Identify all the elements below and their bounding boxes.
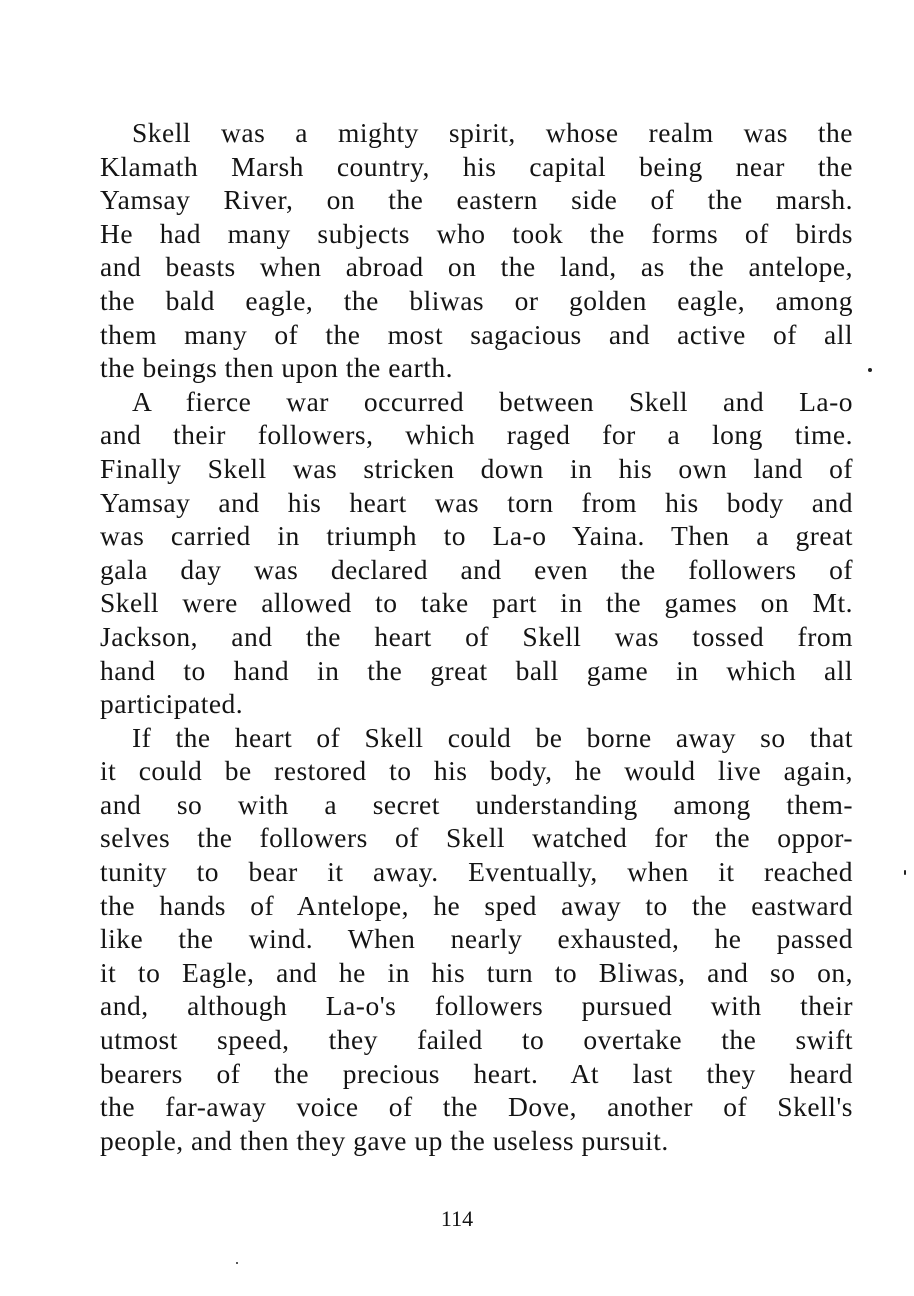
text-line: Finally Skell was stricken down in his own land of xyxy=(100,452,853,484)
text-line: and, although La-o's followers pursued with their xyxy=(100,990,853,1022)
scan-speck xyxy=(904,870,906,875)
text-line: Yamsay and his heart was torn from his body and xyxy=(100,486,853,518)
page-number: 114 xyxy=(440,1206,474,1231)
paragraph xyxy=(100,721,853,1158)
text-line: the bald eagle, the bliwas or golden eagle, among xyxy=(100,284,853,316)
text-line: the beings then upon the earth. xyxy=(100,352,454,384)
text-line: people, and then they gave up the useless pursuit. xyxy=(100,1124,669,1156)
text-line: utmost speed, they failed to overtake the swift xyxy=(100,1024,853,1056)
text-line: A fierce war occurred between Skell and La-o xyxy=(132,385,853,417)
text-line: them many of the most sagacious and active of all xyxy=(100,318,853,350)
text-line: it could be restored to his body, he would live again, xyxy=(100,755,853,787)
scan-speck xyxy=(868,368,872,372)
text-line: was carried in triumph to La-o Yaina. Then a great xyxy=(100,520,853,552)
text-line: the far-away voice of the Dove, another of Skell's xyxy=(100,1091,853,1123)
text-line: selves the followers of Skell watched for the oppor- xyxy=(100,822,853,854)
body-text xyxy=(100,116,853,1157)
text-line: bearers of the precious heart. At last they heard xyxy=(100,1057,853,1089)
text-line: Jackson, and the heart of Skell was tossed from xyxy=(100,620,853,652)
text-line: Yamsay River, on the eastern side of the marsh. xyxy=(100,184,853,216)
text-line: and their followers, which raged for a long time. xyxy=(100,419,853,451)
text-line: Klamath Marsh country, his capital being near the xyxy=(100,150,853,182)
paragraph xyxy=(100,116,853,385)
text-line: hand to hand in the great ball game in which all xyxy=(100,654,853,686)
text-line: like the wind. When nearly exhausted, he passed xyxy=(100,923,853,955)
text-line: and so with a secret understanding among them- xyxy=(100,788,853,820)
text-line: gala day was declared and even the followers of xyxy=(100,553,853,585)
text-line: Skell was a mighty spirit, whose realm was the xyxy=(132,117,853,148)
text-line: If the heart of Skell could be borne away so that xyxy=(132,721,853,753)
text-line: it to Eagle, and he in his turn to Bliwas, and so on, xyxy=(100,956,853,988)
text-line: and beasts when abroad on the land, as the antelope, xyxy=(100,251,853,283)
text-line: participated. xyxy=(100,688,244,720)
text-line: the hands of Antelope, he sped away to the eastward xyxy=(100,889,853,921)
text-line: He had many subjects who took the forms of birds xyxy=(100,217,853,249)
text-line: tunity to bear it away. Eventually, when it reached xyxy=(100,856,853,888)
scan-speck xyxy=(236,1262,238,1264)
paragraph xyxy=(100,385,853,721)
text-line: Skell were allowed to take part in the games on Mt. xyxy=(100,587,853,619)
